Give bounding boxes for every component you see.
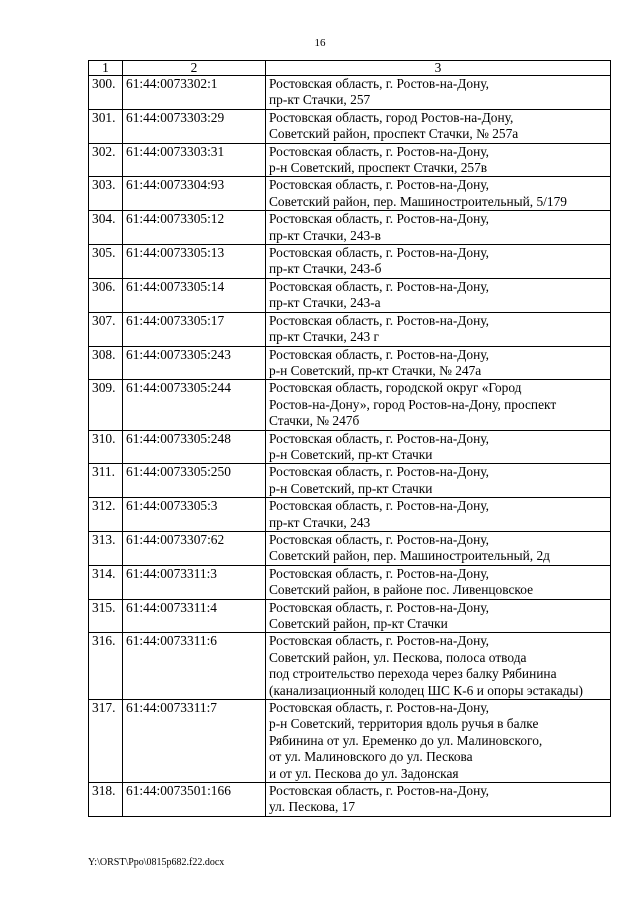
address-cell — [266, 211, 611, 245]
table-row — [89, 565, 611, 599]
cadastral-number: 61:44:0073311:3 — [123, 565, 266, 599]
address-line: Ростовская область, г. Ростов-на-Дону, — [269, 565, 489, 581]
address-line: Стачки, № 247б — [269, 413, 360, 429]
address-cell — [266, 700, 611, 783]
address-line: Ростов-на-Дону», город Ростов-на-Дону, проспект — [269, 396, 557, 412]
address-line: пр-кт Стачки, 243 — [269, 514, 371, 530]
row-number: 316. — [89, 633, 123, 700]
table-row — [89, 700, 611, 783]
address-line: пр-кт Стачки, 243-а — [269, 295, 381, 311]
address-line: Ростовская область, г. Ростов-на-Дону, — [269, 312, 489, 328]
address-line: р-н Советский, проспект Стачки, 257в — [269, 160, 488, 176]
table-row — [89, 76, 611, 110]
address-cell — [266, 599, 611, 633]
address-line: (канализационный колодец ШС К-6 и опоры эстакады) — [269, 682, 583, 698]
address-line: пр-кт Стачки, 243-в — [269, 227, 381, 243]
cadastral-number: 61:44:0073501:166 — [123, 783, 266, 817]
address-line: и от ул. Пескова до ул. Задонская — [269, 765, 459, 781]
cadastral-number: 61:44:0073305:3 — [123, 498, 266, 532]
row-number: 315. — [89, 599, 123, 633]
row-number: 309. — [89, 380, 123, 430]
address-cell — [266, 312, 611, 346]
cadastral-number: 61:44:0073305:244 — [123, 380, 266, 430]
address-cell — [266, 76, 611, 110]
address-line: р-н Советский, территория вдоль ручья в балке — [269, 716, 539, 732]
address-line: Ростовская область, г. Ростов-на-Дону, — [269, 498, 489, 514]
address-line: Ростовская область, г. Ростов-на-Дону, — [269, 599, 489, 615]
cadastral-number: 61:44:0073311:7 — [123, 700, 266, 783]
row-number: 310. — [89, 430, 123, 464]
table-row — [89, 380, 611, 430]
cadastral-number: 61:44:0073305:248 — [123, 430, 266, 464]
table-row — [89, 143, 611, 177]
address-line: Ростовская область, г. Ростов-на-Дону, — [269, 783, 489, 799]
cadastral-number: 61:44:0073311:6 — [123, 633, 266, 700]
address-cell — [266, 143, 611, 177]
table-header-row — [89, 61, 611, 76]
row-number: 318. — [89, 783, 123, 817]
address-line: Советский район, проспект Стачки, № 257а — [269, 126, 519, 142]
address-line: пр-кт Стачки, 257 — [269, 92, 371, 108]
row-number: 304. — [89, 211, 123, 245]
address-cell — [266, 633, 611, 700]
page-number: 16 — [314, 37, 326, 49]
cadastral-number: 61:44:0073305:250 — [123, 464, 266, 498]
table-row — [89, 278, 611, 312]
row-number: 301. — [89, 109, 123, 143]
table-row — [89, 633, 611, 700]
row-number: 311. — [89, 464, 123, 498]
address-line: Ростовская область, г. Ростов-на-Дону, — [269, 278, 489, 294]
address-cell — [266, 565, 611, 599]
address-cell — [266, 245, 611, 279]
row-number: 307. — [89, 312, 123, 346]
address-line: от ул. Малиновского до ул. Пескова — [269, 749, 473, 765]
address-line: Советский район, пр-кт Стачки — [269, 616, 448, 631]
cadastral-number: 61:44:0073303:29 — [123, 109, 266, 143]
address-line: Ростовская область, г. Ростов-на-Дону, — [269, 76, 489, 91]
address-line: Рябинина от ул. Еременко до ул. Малиновского, — [269, 732, 543, 748]
row-number: 313. — [89, 531, 123, 565]
cadastral-number: 61:44:0073303:31 — [123, 143, 266, 177]
address-cell — [266, 531, 611, 565]
row-number: 303. — [89, 177, 123, 211]
table-row — [89, 783, 611, 817]
address-cell — [266, 177, 611, 211]
row-number: 317. — [89, 700, 123, 783]
table-row — [89, 109, 611, 143]
cadastral-number: 61:44:0073304:93 — [123, 177, 266, 211]
table-row — [89, 312, 611, 346]
address-line: р-н Советский, пр-кт Стачки — [269, 446, 433, 462]
address-cell — [266, 464, 611, 498]
address-line: Советский район, в районе пос. Ливенцовское — [269, 582, 534, 598]
address-line: Ростовская область, г. Ростов-на-Дону, — [269, 464, 489, 480]
address-line: Ростовская область, г. Ростов-на-Дону, — [269, 531, 489, 547]
address-line: Ростовская область, г. Ростов-на-Дону, — [269, 245, 489, 261]
address-line: Советский район, ул. Пескова, полоса отвода — [269, 649, 527, 665]
cadastral-number: 61:44:0073311:4 — [123, 599, 266, 633]
address-line: пр-кт Стачки, 243-б — [269, 261, 382, 277]
address-cell — [266, 278, 611, 312]
table-row — [89, 211, 611, 245]
cadastral-number: 61:44:0073305:14 — [123, 278, 266, 312]
address-cell — [266, 380, 611, 430]
column-header-address: 3 — [266, 61, 611, 76]
table-row — [89, 177, 611, 211]
land-plots-table — [88, 60, 611, 817]
cadastral-number: 61:44:0073305:13 — [123, 245, 266, 279]
address-line: Ростовская область, г. Ростов-на-Дону, — [269, 430, 489, 446]
address-cell — [266, 783, 611, 817]
address-cell — [266, 498, 611, 532]
address-line: Ростовская область, г. Ростов-на-Дону, — [269, 700, 489, 716]
table-row — [89, 346, 611, 380]
table-row — [89, 498, 611, 532]
row-number: 300. — [89, 76, 123, 110]
row-number: 312. — [89, 498, 123, 532]
address-cell — [266, 430, 611, 464]
row-number: 308. — [89, 346, 123, 380]
address-line: Ростовская область, г. Ростов-на-Дону, — [269, 346, 489, 362]
address-line: Ростовская область, городской округ «Город — [269, 380, 522, 396]
address-line: ул. Пескова, 17 — [269, 799, 356, 815]
row-number: 306. — [89, 278, 123, 312]
cadastral-number: 61:44:0073305:17 — [123, 312, 266, 346]
row-number: 302. — [89, 143, 123, 177]
address-line: р-н Советский, пр-кт Стачки — [269, 480, 433, 496]
column-header-cadastral: 2 — [123, 61, 266, 76]
table-row — [89, 430, 611, 464]
table-body — [89, 76, 611, 817]
address-line: Ростовская область, город Ростов-на-Дону, — [269, 109, 514, 125]
address-line: Ростовская область, г. Ростов-на-Дону, — [269, 177, 489, 193]
address-line: Ростовская область, г. Ростов-на-Дону, — [269, 211, 489, 227]
address-line: Ростовская область, г. Ростов-на-Дону, — [269, 633, 489, 649]
address-cell — [266, 109, 611, 143]
table-row — [89, 599, 611, 633]
footer-file-path: Y:\ORST\Ppo\0815p682.f22.docx — [88, 857, 225, 868]
address-line: Ростовская область, г. Ростов-на-Дону, — [269, 143, 489, 159]
address-line: Советский район, пер. Машиностроительный, 5/179 — [269, 193, 567, 209]
row-number: 314. — [89, 565, 123, 599]
table-row — [89, 531, 611, 565]
address-line: р-н Советский, пр-кт Стачки, № 247а — [269, 362, 482, 378]
address-line: под строительство перехода через балку Рябинина — [269, 666, 557, 682]
cadastral-number: 61:44:0073305:12 — [123, 211, 266, 245]
address-line: пр-кт Стачки, 243 г — [269, 329, 380, 345]
address-line: Советский район, пер. Машиностроительный, 2д — [269, 548, 550, 564]
row-number: 305. — [89, 245, 123, 279]
cadastral-number: 61:44:0073302:1 — [123, 76, 266, 110]
table-row — [89, 245, 611, 279]
cadastral-number: 61:44:0073307:62 — [123, 531, 266, 565]
address-cell — [266, 346, 611, 380]
table-row — [89, 464, 611, 498]
cadastral-number: 61:44:0073305:243 — [123, 346, 266, 380]
column-header-number: 1 — [89, 61, 123, 76]
